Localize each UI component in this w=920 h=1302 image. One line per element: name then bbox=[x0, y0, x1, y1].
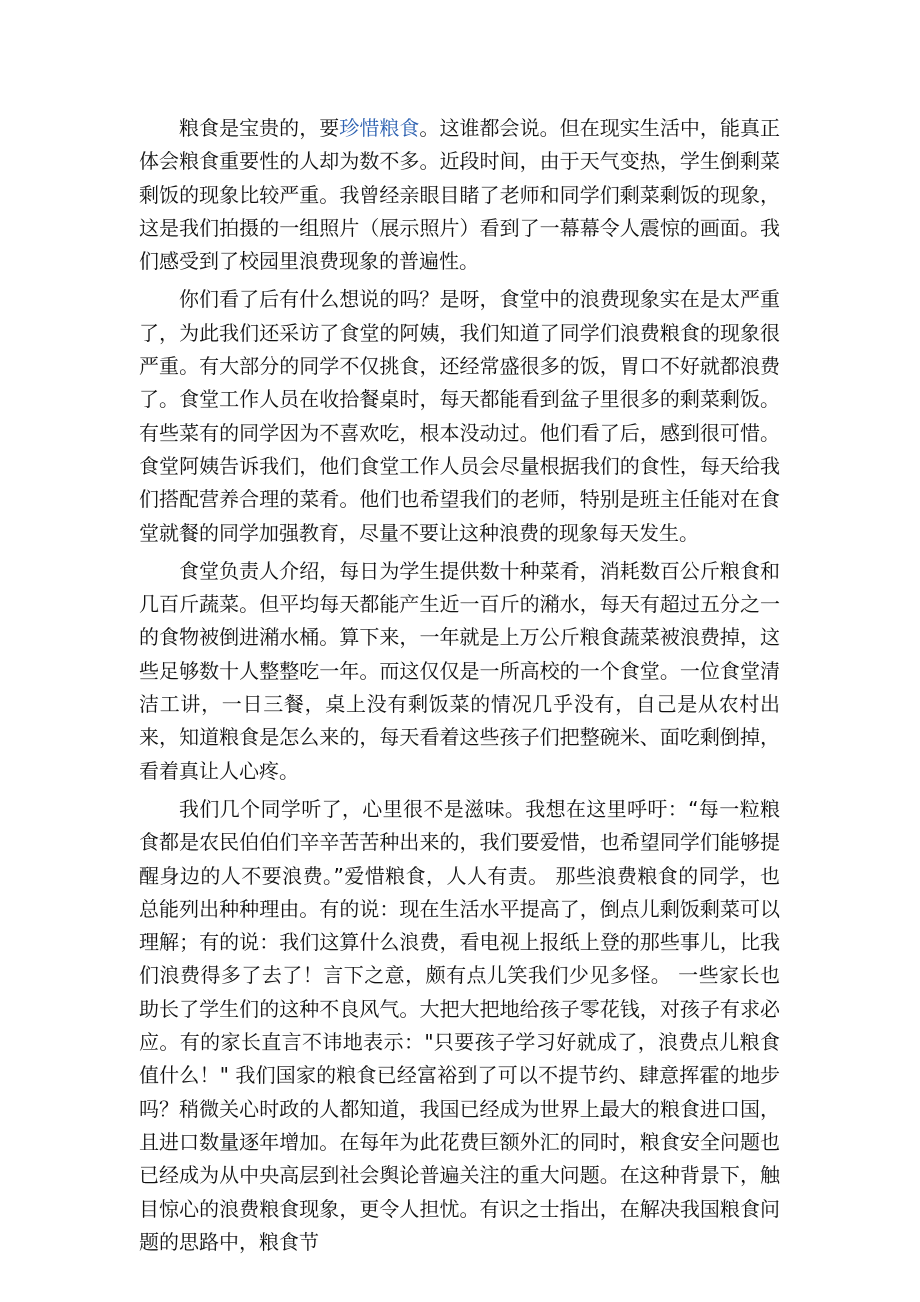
paragraph-1-body: 。这谁都会说。但在现实生活中，能真正体会粮食重要性的人却为数不多。近段时间，由于天气变热，学生倒剩菜剩饭的现象比较严重。我曾经亲眼目睹了老师和同学们剩菜剩饭的现象，这是我们拍摄的一组照片（展示照片）看到了一幕幕令人震惊的画面。我们感受到了校园里浪费现象的普遍性。 bbox=[139, 116, 781, 274]
document-page bbox=[139, 112, 780, 1264]
paragraph-1 bbox=[139, 112, 780, 278]
paragraph-1-intro: 粮食是宝贵的，要 bbox=[179, 116, 340, 140]
paragraph-4: 我们几个同学听了，心里很不是滋味。我想在这里呼吁：“每一粒粮食都是农民伯伯们辛辛苦苦种出来的，我们要爱惜，也希望同学们能够提醒身边的人不要浪费。”爱惜粮食，人人有责。 那些浪费粮食的同学，也总能列出种种理由。有的说：现在生活水平提高了，倒点儿剩饭剩菜可以理解；有的说：我们这算什么浪费，看电视上报纸上登的那些事儿，比我们浪费得多了去了！言下之意，颇有点儿笑我们少见多怪。 一些家长也助长了学生们的这种不良风气。大把大把地给孩子零花钱，对孩子有求必应。有的家长直言不讳地表示："只要孩子学习好就成了，浪费点儿粮食值什么！" 我们国家的粮食已经富裕到了可以不提节约、肆意挥霍的地步吗？稍微关心时政的人都知道，我国已经成为世界上最大的粮食进口国，且进口数量逐年增加。在每年为此花费巨额外汇的同时，粮食安全问题也已经成为从中央高层到社会舆论普遍关注的重大问题。在这种背景下，触目惊心的浪费粮食现象，更令人担忧。有识之士指出，在解决我国粮食问题的思路中，粮食节 bbox=[139, 796, 780, 1254]
paragraph-2: 你们看了后有什么想说的吗？是呀，食堂中的浪费现象实在是太严重了，为此我们还采访了食堂的阿姨，我们知道了同学们浪费粮食的现象很严重。有大部分的同学不仅挑食，还经常盛很多的饭，胃口不好就都浪费了。食堂工作人员在收拾餐桌时，每天都能看到盆子里很多的剩菜剩饭。有些菜有的同学因为不喜欢吃，根本没动过。他们看了后，感到很可惜。食堂阿姨告诉我们，他们食堂工作人员会尽量根据我们的食性，每天给我们搭配营养合理的菜肴。他们也希望我们的老师，特别是班主任能对在食堂就餐的同学加强教育，尽量不要让这种浪费的现象每天发生。 bbox=[139, 287, 780, 545]
treasure-food-link[interactable]: 珍惜粮食 bbox=[339, 116, 420, 140]
paragraph-3: 食堂负责人介绍，每日为学生提供数十种菜肴，消耗数百公斤粮食和几百斤蔬菜。但平均每天都能产生近一百斤的潲水，每天有超过五分之一的食物被倒进潲水桶。算下来，一年就是上万公斤粮食蔬菜被浪费掉，这些足够数十人整整吃一年。而这仅仅是一所高校的一个食堂。一位食堂清洁工讲，一日三餐，桌上没有剩饭菜的情况几乎没有，自己是从农村出来，知道粮食是怎么来的，每天看着这些孩子们把整碗米、面吃剩倒掉，看着真让人心疼。 bbox=[139, 558, 780, 783]
